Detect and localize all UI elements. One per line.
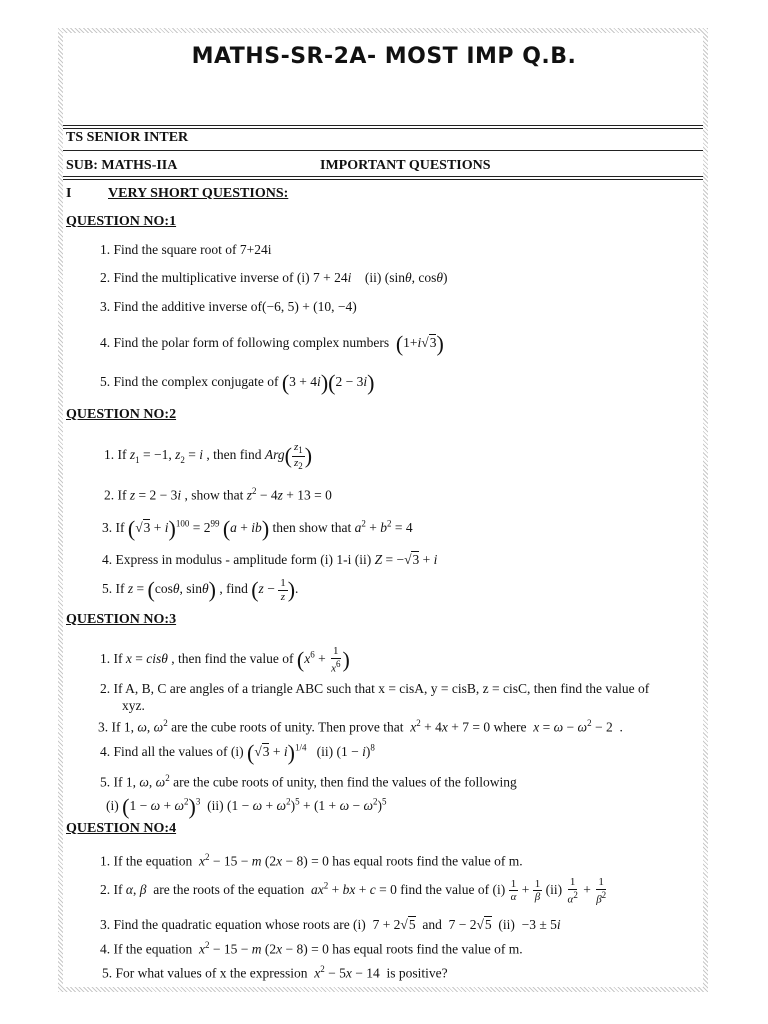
divider (63, 128, 703, 129)
question-item: 2. If A, B, C are angles of a triangle ABC such that x = cisA, y = cisB, z = cisC, then find the value of (100, 681, 650, 696)
question-item: 5. Find the complex conjugate of (3 + 4i)(2 − 3i) (100, 370, 375, 395)
question-item: 1. If the equation $x^2 - 15 - m$ (2x − 8) = 0 has equal roots find the value of m. (100, 852, 523, 869)
question-item: 4. If the equation $x^2 - 15 - m$ (2x − 8) = 0 has equal roots find the value of m. (100, 940, 523, 957)
question-item: 5. If 1, ω, $\omega^2$ are the cube roots of unity, then find the values of the following (100, 773, 517, 790)
section-title: VERY SHORT QUESTIONS: (108, 186, 289, 201)
question-item-continuation: xyz. (122, 698, 145, 713)
divider (63, 125, 703, 126)
question-item: 2. If z = 2 − 3i , show that $z^2 - 4z + 13 = 0$ (104, 486, 332, 503)
question-item: 1. If x = cisθ , then find the value of ($x^6$ + $\frac{1}{x^6}$ ) (100, 645, 350, 675)
question-heading: QUESTION NO:1 (66, 214, 177, 229)
question-heading: QUESTION NO:3 (66, 612, 177, 627)
question-item: 5. For what values of x the expression $x^2 - 5x - 14$ is positive? (102, 964, 448, 981)
page-border-bottom (58, 987, 708, 992)
section-number: I (66, 186, 72, 201)
page-border-left (58, 28, 63, 992)
question-item: 5. If z = (cosθ, sinθ) , find (z − $\frac{1}{z}$ ). (102, 577, 299, 603)
page-border-right (703, 28, 708, 992)
question-item: 4. Find all the values of (i) $(√3 + i)^{1/4}$ (ii) $(1 - i)^8$ (100, 740, 375, 765)
question-item: 4. Express in modulus - amplitude form (i) 1-i (ii) Z = −√3 + i (102, 552, 438, 567)
page-title: MATHS-SR-2A- MOST IMP Q.B. (191, 44, 577, 69)
question-item: 2. If α, β are the roots of the equation $ax^2$ + bx + c = 0 find the value of (i) $\frac{1}{\alpha}$ + $\frac{1}{\beta}$ (ii) $\frac{1}{\alpha^2}$ + $\frac{1}{\beta^2}$ (100, 876, 607, 906)
important-label: IMPORTANT QUESTIONS (320, 158, 491, 173)
question-item: 3. Find the additive inverse of(−6, 5) + (10, −4) (100, 299, 357, 314)
question-item: 4. Find the polar form of following complex numbers (1+i√3) (100, 331, 444, 356)
question-item: 3. If $(√3 + i)^{100} = 2^{99}$ (a + ib) then show that $a^2 + b^2 = 4$ (102, 516, 413, 541)
question-item: 1. Find the square root of 7+24i (100, 242, 272, 257)
question-heading: QUESTION NO:4 (66, 821, 177, 836)
divider (63, 150, 703, 151)
question-item: 2. Find the multiplicative inverse of (i) 7 + 24i (ii) (sinθ, cosθ) (100, 270, 448, 285)
divider (63, 179, 703, 180)
subject-label: SUB: MATHS-IIA (66, 158, 178, 173)
page-border-top (58, 28, 708, 33)
question-item: 3. If 1, ω, $\omega^2$ are the cube roots of unity. Then prove that $x^2 + 4x + 7 = 0$ where $x = \omega - \omega^2 - 2$ . (98, 718, 623, 735)
question-heading: QUESTION NO:2 (66, 407, 177, 422)
question-item: 1. If $z_1 = -1$, $z_2 = i$ , then find Arg( $\frac{z_1}{z_2}$ ) (104, 441, 313, 471)
question-item-continuation: (i) $(1 - \omega + \omega^2)^3$ (ii) $(1 - \omega + \omega^2)^5 + (1 + \omega - \omega^2)^5$ (106, 794, 387, 819)
question-item: 3. Find the quadratic equation whose roots are (i) 7 + 2√5 and 7 − 2√5 (ii) −3 ± 5i (100, 917, 561, 932)
board-label: TS SENIOR INTER (66, 130, 189, 145)
divider (63, 176, 703, 177)
